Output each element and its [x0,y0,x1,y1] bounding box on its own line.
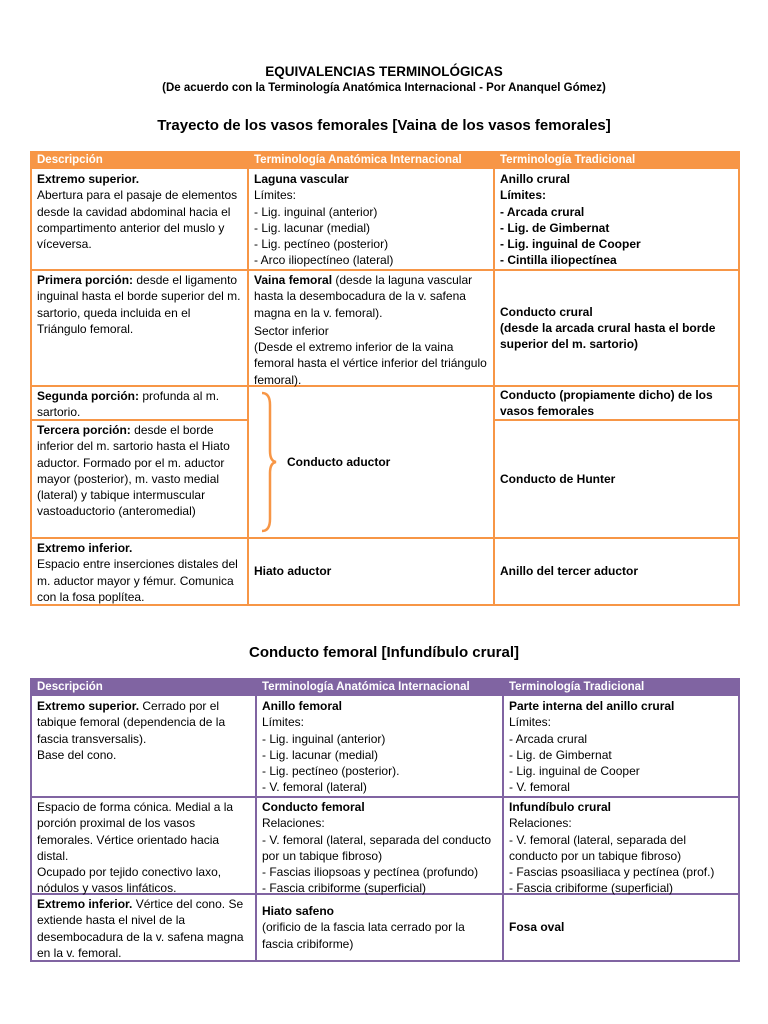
table-femoral-canal [30,678,740,962]
ta-text: (desde la laguna vascular hasta la desembocadura de la v. safena magna en la v. femoral). [254,273,473,320]
table-row [32,170,247,253]
row-description: desde el borde inferior del m. sartorio hasta el Hiato aductor. Formado por el m. aductor mayor (posterior), m. vasto medial (lateral) y tabique intermuscular vastoaductorio (anteromedial) [37,423,230,519]
tt-cell [504,798,738,898]
tt-line: - Arcada crural [500,204,585,219]
ta-cell [249,539,493,604]
table-row [32,895,255,962]
section2-heading: Conducto femoral [Infundíbulo crural] [249,644,519,661]
tt-text: Fosa oval [509,920,565,935]
ta-title: Conducto femoral [262,800,365,814]
tt-cell [495,421,739,537]
row-description: Ocupado por tejido conectivo laxo, nódulos y vasos linfáticos. [37,865,222,896]
ta-line: - V. femoral (lateral, separada del conducto por un tabique fibroso) [262,832,492,863]
tt-cell [504,895,738,960]
row-description: Espacio entre inserciones distales del m. aductor mayor y fémur. Comunica con la fosa poplítea. [37,557,238,604]
tt-line: Límites: [509,715,552,730]
ta-title: Vaina femoral [254,273,333,287]
ta-cell [257,798,502,898]
row-description: Cerrado por el tabique femoral (dependencia de la fascia transversalis). [37,699,226,746]
header-tt: Terminología Tradicional [500,154,636,166]
section1-heading: Trayecto de los vasos femorales [Vaina de los vasos femorales] [157,117,611,134]
ta-text: (orificio de la fascia lata cerrado por la fascia cribiforme) [262,920,465,951]
tt-cell [495,170,739,270]
ta-line: - Lig. pectíneo (posterior). [262,764,400,779]
table-header [32,680,738,696]
ta-line: Límites: [254,188,297,203]
ta-line: - Lig. lacunar (medial) [254,220,371,235]
tt-cell [495,271,739,385]
tt-title: Anillo crural [500,172,571,186]
table-row [32,539,247,606]
row-description: Base del cono. [37,747,117,762]
ta-line: - Fascia cribiforme (superficial) [262,881,427,896]
tt-title: Infundíbulo crural [509,800,611,814]
row-label: Extremo superior. [37,699,140,713]
tt-cell [495,387,739,419]
header-tt: Terminología Tradicional [509,681,645,693]
ta-line: - Arco iliopectíneo (lateral) [254,253,394,268]
ta-text: Hiato aductor [254,564,332,579]
ta-text: (Desde el extremo inferior de la vaina femoral hasta el vértice inferior del triángulo femoral). [254,340,487,387]
tt-cell [495,539,739,604]
header-description: Descripción [37,154,103,166]
tt-line: - Fascias psoasiliaca y pectínea (prof.) [509,865,715,880]
ta-title: Anillo femoral [262,699,343,713]
row-description: Vértice del cono. Se extiende hasta el nivel de la desembocadura de la v. safena magna en la v. femoral. [37,897,244,960]
tt-title: Parte interna del anillo crural [509,699,675,713]
document-subtitle: (De acuerdo con la Terminología Anatómica Internacional - Por Ananquel Gómez) [162,82,606,94]
row-description: desde el ligamento inguinal hasta el borde superior del m. sartorio, queda incluida en el Triángulo femoral. [37,273,241,336]
tt-cell [504,697,738,797]
ta-line: - V. femoral (lateral) [262,780,367,795]
tt-line: - Lig. inguinal de Cooper [509,764,640,779]
document-title: EQUIVALENCIAS TERMINOLÓGICAS [265,64,503,79]
tt-line: - Arcada crural [509,731,588,746]
ta-title: Hiato safeno [262,904,335,919]
header-description: Descripción [37,681,103,693]
tt-text: (desde la arcada crural hasta el borde superior del m. sartorio) [500,320,716,352]
row-description: Abertura para el pasaje de elementos desde la cavidad abdominal hacia el compartimento anterior del muslo y víceversa. [37,188,238,252]
ta-line: - Lig. lacunar (medial) [262,747,379,762]
ta-cell [257,697,502,797]
header-ta: Terminología Anatómica Internacional [262,681,470,693]
row-description: Espacio de forma cónica. Medial a la porción proximal de los vasos femorales. Vértice orientado hacia distal. [37,800,234,863]
ta-cell [282,387,493,537]
ta-line: - Lig. pectíneo (posterior) [254,237,389,252]
ta-line: Límites: [262,715,305,730]
table-row [32,421,247,521]
tt-line: - Lig. inguinal de Cooper [500,237,641,252]
table-femoral-vessels [30,151,740,606]
ta-cell [249,271,493,389]
tt-line: - Cintilla iliopectínea [500,253,617,268]
tt-line: Límites: [500,188,547,203]
tt-text: Conducto (propiamente dicho) de los vasos femorales [500,387,713,418]
header-ta: Terminología Anatómica Internacional [254,154,462,166]
tt-line: - V. femoral (lateral, separada del conducto por un tabique fibroso) [509,832,686,863]
curly-brace-icon [258,391,278,533]
row-label: Tercera porción: [37,423,131,437]
row-label: Primera porción: [37,273,134,287]
ta-line: - Fascias iliopsoas y pectínea (profundo) [262,865,479,880]
tt-title: Conducto crural [500,304,593,319]
tt-line: - Lig. de Gimbernat [500,220,610,235]
tt-text: Anillo del tercer aductor [500,564,639,579]
tt-line: Relaciones: [509,816,572,831]
ta-title: Sector inferior [254,323,329,338]
tt-line: - Fascia cribiforme (superficial) [509,881,674,896]
ta-text: Conducto aductor [287,454,391,469]
table-row [32,387,247,422]
ta-title: Laguna vascular [254,172,349,186]
row-label: Extremo inferior. [37,541,133,555]
row-description: profunda al m. sartorio. [37,389,220,420]
tt-line: - Lig. de Gimbernat [509,747,612,762]
table-row [32,798,255,898]
ta-line: Relaciones: [262,816,325,831]
row-label: Extremo superior. [37,172,140,186]
table-row [32,271,247,338]
table-row [32,697,255,764]
ta-cell [257,895,502,960]
tt-line: - V. femoral [509,780,570,795]
ta-cell [249,170,493,270]
table-header [32,153,738,169]
tt-text: Conducto de Hunter [500,471,616,486]
ta-line: - Lig. inguinal (anterior) [262,731,386,746]
ta-line: - Lig. inguinal (anterior) [254,204,378,219]
row-label: Segunda porción: [37,389,139,403]
row-label: Extremo inferior. [37,897,133,911]
